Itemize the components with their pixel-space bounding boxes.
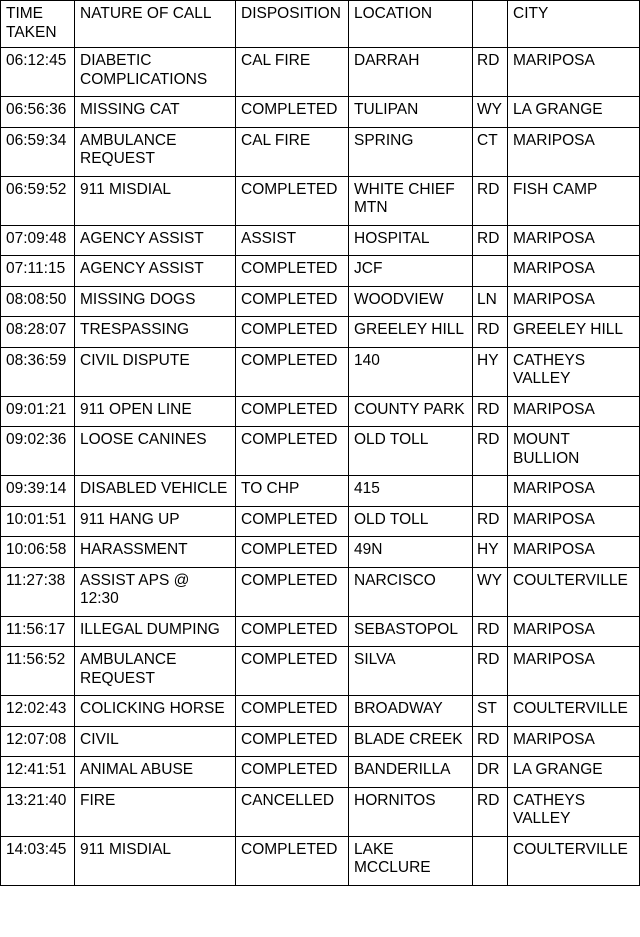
cell-disposition: COMPLETED <box>236 836 349 885</box>
cell-city: MOUNT BULLION <box>508 427 640 476</box>
cell-city: MARIPOSA <box>508 286 640 317</box>
cell-street-suffix: RD <box>473 506 508 537</box>
cell-location: COUNTY PARK <box>349 396 473 427</box>
cell-disposition: COMPLETED <box>236 427 349 476</box>
cell-disposition: COMPLETED <box>236 317 349 348</box>
cell-location: HOSPITAL <box>349 225 473 256</box>
cell-disposition: COMPLETED <box>236 647 349 696</box>
cell-time-taken: 14:03:45 <box>1 836 75 885</box>
cell-nature-of-call: 911 OPEN LINE <box>75 396 236 427</box>
cell-street-suffix: WY <box>473 97 508 128</box>
cell-street-suffix: ST <box>473 696 508 727</box>
table-row <box>1 427 640 476</box>
cell-disposition: COMPLETED <box>236 347 349 396</box>
cell-street-suffix: RD <box>473 616 508 647</box>
cell-location: NARCISCO <box>349 567 473 616</box>
table-row <box>1 347 640 396</box>
cell-city: CATHEYS VALLEY <box>508 787 640 836</box>
cell-time-taken: 13:21:40 <box>1 787 75 836</box>
cell-disposition: CANCELLED <box>236 787 349 836</box>
cell-nature-of-call: 911 MISDIAL <box>75 176 236 225</box>
cell-nature-of-call: AMBULANCE REQUEST <box>75 647 236 696</box>
header-nature-of-call: NATURE OF CALL <box>75 1 236 48</box>
table-row <box>1 757 640 788</box>
cell-nature-of-call: AGENCY ASSIST <box>75 256 236 287</box>
table-row <box>1 48 640 97</box>
cell-nature-of-call: ASSIST APS @ 12:30 <box>75 567 236 616</box>
cell-city: COULTERVILLE <box>508 836 640 885</box>
cell-time-taken: 08:08:50 <box>1 286 75 317</box>
table-row <box>1 256 640 287</box>
cell-location: LAKE MCCLURE <box>349 836 473 885</box>
cell-location: BROADWAY <box>349 696 473 727</box>
cell-street-suffix: RD <box>473 48 508 97</box>
cell-location: BANDERILLA <box>349 757 473 788</box>
cell-nature-of-call: ILLEGAL DUMPING <box>75 616 236 647</box>
cell-city: COULTERVILLE <box>508 696 640 727</box>
cell-nature-of-call: DIABETIC COMPLICATIONS <box>75 48 236 97</box>
table-row <box>1 567 640 616</box>
cell-nature-of-call: CIVIL DISPUTE <box>75 347 236 396</box>
cell-street-suffix: HY <box>473 347 508 396</box>
cell-location: HORNITOS <box>349 787 473 836</box>
cell-location: 49N <box>349 537 473 568</box>
cell-nature-of-call: LOOSE CANINES <box>75 427 236 476</box>
table-row <box>1 176 640 225</box>
cell-city: FISH CAMP <box>508 176 640 225</box>
cell-time-taken: 06:12:45 <box>1 48 75 97</box>
cell-location: SEBASTOPOL <box>349 616 473 647</box>
table-row <box>1 787 640 836</box>
cell-time-taken: 08:36:59 <box>1 347 75 396</box>
cell-disposition: COMPLETED <box>236 616 349 647</box>
cell-disposition: COMPLETED <box>236 506 349 537</box>
cell-nature-of-call: FIRE <box>75 787 236 836</box>
cell-location: TULIPAN <box>349 97 473 128</box>
cell-nature-of-call: MISSING CAT <box>75 97 236 128</box>
cell-location: SILVA <box>349 647 473 696</box>
header-location: LOCATION <box>349 1 473 48</box>
cell-nature-of-call: HARASSMENT <box>75 537 236 568</box>
cell-nature-of-call: COLICKING HORSE <box>75 696 236 727</box>
cell-nature-of-call: AGENCY ASSIST <box>75 225 236 256</box>
table-row <box>1 396 640 427</box>
cell-nature-of-call: AMBULANCE REQUEST <box>75 127 236 176</box>
table-row <box>1 696 640 727</box>
cell-location: OLD TOLL <box>349 506 473 537</box>
cell-time-taken: 11:56:17 <box>1 616 75 647</box>
cell-time-taken: 12:02:43 <box>1 696 75 727</box>
cell-nature-of-call: ANIMAL ABUSE <box>75 757 236 788</box>
table-row <box>1 616 640 647</box>
cell-time-taken: 08:28:07 <box>1 317 75 348</box>
header-city: CITY <box>508 1 640 48</box>
cell-street-suffix: LN <box>473 286 508 317</box>
table-row <box>1 506 640 537</box>
cell-location: WHITE CHIEF MTN <box>349 176 473 225</box>
table-row <box>1 97 640 128</box>
cell-street-suffix: RD <box>473 726 508 757</box>
cell-time-taken: 12:41:51 <box>1 757 75 788</box>
cell-disposition: ASSIST <box>236 225 349 256</box>
cell-city: MARIPOSA <box>508 127 640 176</box>
header-disposition: DISPOSITION <box>236 1 349 48</box>
cell-street-suffix: DR <box>473 757 508 788</box>
cell-street-suffix <box>473 836 508 885</box>
cell-city: MARIPOSA <box>508 396 640 427</box>
cell-city: MARIPOSA <box>508 48 640 97</box>
cell-street-suffix: CT <box>473 127 508 176</box>
cell-location: BLADE CREEK <box>349 726 473 757</box>
cell-disposition: COMPLETED <box>236 696 349 727</box>
cell-disposition: COMPLETED <box>236 726 349 757</box>
cell-disposition: COMPLETED <box>236 256 349 287</box>
cell-disposition: COMPLETED <box>236 286 349 317</box>
cell-location: 140 <box>349 347 473 396</box>
cell-nature-of-call: 911 MISDIAL <box>75 836 236 885</box>
table-row <box>1 647 640 696</box>
cell-city: MARIPOSA <box>508 476 640 507</box>
table-row <box>1 127 640 176</box>
table-row <box>1 836 640 885</box>
cell-city: MARIPOSA <box>508 225 640 256</box>
cell-time-taken: 09:01:21 <box>1 396 75 427</box>
cell-time-taken: 09:39:14 <box>1 476 75 507</box>
cell-disposition: COMPLETED <box>236 97 349 128</box>
cell-time-taken: 06:56:36 <box>1 97 75 128</box>
cell-time-taken: 07:09:48 <box>1 225 75 256</box>
cell-nature-of-call: CIVIL <box>75 726 236 757</box>
cell-time-taken: 09:02:36 <box>1 427 75 476</box>
cell-location: DARRAH <box>349 48 473 97</box>
cell-street-suffix: RD <box>473 176 508 225</box>
header-street-suffix <box>473 1 508 48</box>
cell-disposition: COMPLETED <box>236 176 349 225</box>
cell-street-suffix: WY <box>473 567 508 616</box>
cell-city: CATHEYS VALLEY <box>508 347 640 396</box>
cell-city: MARIPOSA <box>508 616 640 647</box>
cell-disposition: COMPLETED <box>236 567 349 616</box>
cell-location: OLD TOLL <box>349 427 473 476</box>
cell-street-suffix: RD <box>473 317 508 348</box>
header-time-taken: TIME TAKEN <box>1 1 75 48</box>
cell-disposition: COMPLETED <box>236 396 349 427</box>
table-row <box>1 726 640 757</box>
cell-city: MARIPOSA <box>508 647 640 696</box>
cell-location: SPRING <box>349 127 473 176</box>
table-row <box>1 286 640 317</box>
cell-time-taken: 11:27:38 <box>1 567 75 616</box>
table-row <box>1 537 640 568</box>
cell-city: MARIPOSA <box>508 537 640 568</box>
cell-nature-of-call: TRESPASSING <box>75 317 236 348</box>
cell-city: MARIPOSA <box>508 726 640 757</box>
table-row <box>1 225 640 256</box>
cell-city: MARIPOSA <box>508 506 640 537</box>
table-row <box>1 317 640 348</box>
cell-time-taken: 10:01:51 <box>1 506 75 537</box>
cell-street-suffix: RD <box>473 225 508 256</box>
cell-location: WOODVIEW <box>349 286 473 317</box>
cell-city: LA GRANGE <box>508 757 640 788</box>
table-row <box>1 476 640 507</box>
cell-street-suffix: RD <box>473 427 508 476</box>
cell-nature-of-call: MISSING DOGS <box>75 286 236 317</box>
cell-nature-of-call: 911 HANG UP <box>75 506 236 537</box>
cell-street-suffix <box>473 476 508 507</box>
cell-street-suffix: RD <box>473 787 508 836</box>
cell-time-taken: 06:59:52 <box>1 176 75 225</box>
cell-disposition: TO CHP <box>236 476 349 507</box>
cell-location: 415 <box>349 476 473 507</box>
cell-city: LA GRANGE <box>508 97 640 128</box>
cell-time-taken: 12:07:08 <box>1 726 75 757</box>
cell-location: JCF <box>349 256 473 287</box>
cell-disposition: CAL FIRE <box>236 127 349 176</box>
cell-time-taken: 07:11:15 <box>1 256 75 287</box>
cell-disposition: CAL FIRE <box>236 48 349 97</box>
cell-street-suffix: HY <box>473 537 508 568</box>
cell-nature-of-call: DISABLED VEHICLE <box>75 476 236 507</box>
cell-street-suffix: RD <box>473 647 508 696</box>
cell-location: GREELEY HILL <box>349 317 473 348</box>
cell-disposition: COMPLETED <box>236 537 349 568</box>
cell-time-taken: 10:06:58 <box>1 537 75 568</box>
header-row <box>1 1 640 48</box>
cell-city: GREELEY HILL <box>508 317 640 348</box>
cell-street-suffix <box>473 256 508 287</box>
cell-city: COULTERVILLE <box>508 567 640 616</box>
call-log-body <box>1 48 640 886</box>
cell-time-taken: 11:56:52 <box>1 647 75 696</box>
cell-street-suffix: RD <box>473 396 508 427</box>
cell-city: MARIPOSA <box>508 256 640 287</box>
cell-time-taken: 06:59:34 <box>1 127 75 176</box>
cell-disposition: COMPLETED <box>236 757 349 788</box>
